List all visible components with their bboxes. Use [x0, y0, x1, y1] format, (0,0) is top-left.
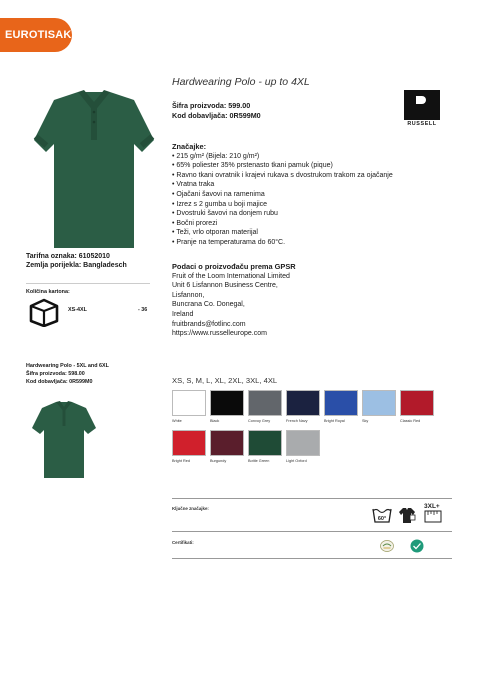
color-swatch-label: Bright Royal [324, 419, 345, 423]
tariff-code: Tarifna oznaka: 61052010 [26, 253, 110, 260]
features-header: Značajke: [172, 142, 207, 151]
wash-temp-text: 60° [377, 516, 387, 522]
feature-item: • 65% poliester 35% prstenasto tkani pamuk (pique) [172, 162, 333, 170]
eurotisak-logo-text: EUROTISAK [5, 29, 72, 41]
color-swatch-classic-red[interactable] [400, 390, 434, 416]
color-swatch-label: Sky [362, 419, 369, 423]
color-swatch-white[interactable] [172, 390, 206, 416]
feature-item: • Pranje na temperaturama do 60°C. [172, 238, 286, 246]
section-divider [172, 531, 452, 532]
wash-60-icon [372, 506, 392, 524]
gpsr-header: Podaci o proizvođaču prema GPSR [172, 262, 296, 271]
main-product-image [30, 82, 158, 252]
gpsr-section [172, 262, 296, 339]
gpsr-email[interactable]: fruitbrands@fotlinc.com [172, 320, 246, 328]
size-3xl-plus-icon [422, 500, 444, 524]
feature-item: • Teži, vrlo otporan materijal [172, 229, 258, 237]
product-codes [172, 101, 261, 121]
product-kod: Kod dobavljača: 0R599M0 [172, 111, 261, 120]
related-title: Hardwearing Polo - 5XL and 6XL [26, 363, 109, 369]
carton-label: Količina kartona: [26, 289, 70, 295]
tshirt-tag-icon [398, 506, 416, 524]
feature-item: • Ojačani šavovi na ramenima [172, 190, 265, 198]
color-swatch-convoy-grey[interactable] [248, 390, 282, 416]
russell-logo [400, 90, 444, 130]
certificates-label: Certifikati: [172, 540, 194, 545]
size-plus-text: 3XL+ [424, 503, 440, 510]
country-of-origin: Zemlja porijekla: Bangladesch [26, 262, 127, 269]
carton-qty: - 36 [138, 307, 148, 313]
key-features-label: Ključne značajke: [172, 506, 209, 511]
color-swatch-label: Bottle Green [248, 459, 270, 463]
gpsr-line: Unit 6 Lisfannon Business Centre, [172, 282, 278, 290]
related-sifra: Šifra proizvoda: 598.00 [26, 371, 85, 377]
color-swatch-label: Light Oxford [286, 459, 307, 463]
color-swatch-bottle-green[interactable] [248, 430, 282, 456]
color-swatch-burgundy[interactable] [210, 430, 244, 456]
carton-box-icon [28, 297, 60, 327]
color-swatch-light-oxford[interactable] [286, 430, 320, 456]
feature-item: • Dvostruki šavovi na donjem rubu [172, 210, 278, 218]
features-section [172, 142, 393, 248]
russell-logo-text: RUSSELL [407, 121, 437, 127]
sedex-icon [410, 539, 424, 553]
product-sifra: Šifra proizvoda: 599.00 [172, 101, 251, 110]
related-kod: Kod dobavljača: 0R599M0 [26, 379, 93, 385]
color-swatch-label: Convoy Grey [248, 419, 271, 423]
gpsr-line: Buncrana Co. Donegal, [172, 301, 245, 309]
carton-divider [26, 283, 150, 284]
color-swatch-bright-red[interactable] [172, 430, 206, 456]
feature-item: • Bočni prorezi [172, 219, 218, 227]
color-swatch-bright-royal[interactable] [324, 390, 358, 416]
feature-item: • Vratna traka [172, 181, 215, 189]
section-divider [172, 558, 452, 559]
eurotisak-logo [0, 18, 72, 52]
gpsr-line: Ireland [172, 310, 194, 318]
color-swatch-sky[interactable] [362, 390, 396, 416]
available-sizes: XS, S, M, L, XL, 2XL, 3XL, 4XL [172, 376, 278, 385]
gpsr-line: Fruit of the Loom International Limited [172, 272, 290, 280]
carton-size-range: XS-4XL [68, 307, 87, 313]
origin-info [26, 252, 127, 270]
gpsr-website[interactable]: https://www.russelleurope.com [172, 330, 267, 338]
color-swatch-french-navy[interactable] [286, 390, 320, 416]
color-swatch-label: Bright Red [172, 459, 190, 463]
related-product[interactable] [26, 362, 109, 386]
section-divider [172, 498, 452, 499]
feature-item: • 215 g/m² (Bijela: 210 g/m²) [172, 152, 260, 160]
product-title: Hardwearing Polo - up to 4XL [172, 76, 310, 88]
color-swatch-black[interactable] [210, 390, 244, 416]
related-product-image[interactable] [30, 396, 98, 480]
feature-item: • Izrez s 2 gumba u boji majice [172, 200, 268, 208]
color-swatch-label: Black [210, 419, 220, 423]
color-swatch-label: French Navy [286, 419, 308, 423]
russell-mark-icon [404, 90, 440, 120]
color-swatch-label: White [172, 419, 182, 423]
oeko-tex-icon [380, 540, 394, 552]
feature-item: • Ravno tkani ovratnik i krajevi rukava s dvostrukom trakom za ojačanje [172, 171, 393, 179]
gpsr-line: Lisfannon, [172, 291, 205, 299]
color-swatch-label: Burgundy [210, 459, 227, 463]
color-swatch-label: Classic Red [400, 419, 421, 423]
